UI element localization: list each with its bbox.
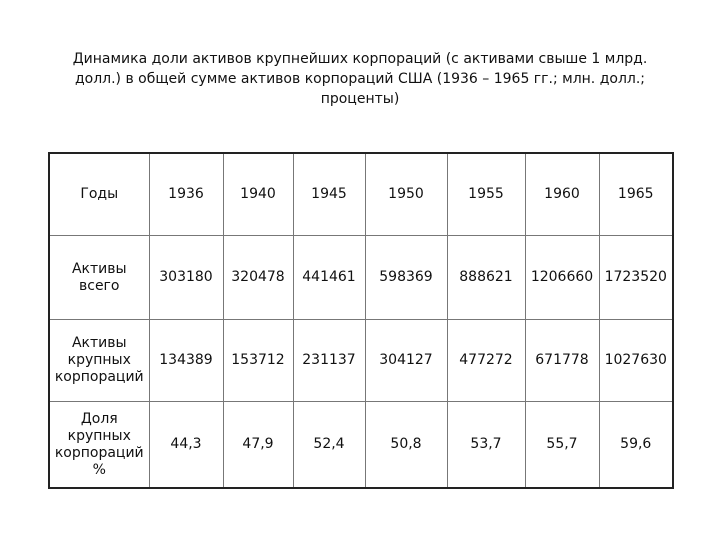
table-cell: 303180: [149, 236, 223, 320]
table-cell: 671778: [525, 320, 599, 402]
table-cell: 1945: [293, 153, 365, 236]
table-cell: 59,6: [599, 402, 673, 489]
table-cell: 598369: [365, 236, 447, 320]
table-row-large-corp-share: [49, 402, 673, 489]
table-cell: 1955: [447, 153, 525, 236]
table-cell: 888621: [447, 236, 525, 320]
data-table: [48, 152, 674, 489]
page-title: [60, 49, 660, 109]
table-cell: 1960: [525, 153, 599, 236]
title-line-2: долл.) в общей сумме активов корпораций США (1936 – 1965 гг.; млн. долл.;: [74, 71, 646, 87]
table-cell: 477272: [447, 320, 525, 402]
table-cell: 1965: [599, 153, 673, 236]
table-cell: 304127: [365, 320, 447, 402]
table-cell: 231137: [293, 320, 365, 402]
table-cell: 134389: [149, 320, 223, 402]
table-cell: 50,8: [365, 402, 447, 489]
table-cell: 47,9: [223, 402, 293, 489]
table-cell: 320478: [223, 236, 293, 320]
table-row-large-corp-assets: [49, 320, 673, 402]
table-cell: 1723520: [599, 236, 673, 320]
table-cell: 441461: [293, 236, 365, 320]
table-cell: 153712: [223, 320, 293, 402]
table-row-years: [49, 153, 673, 236]
table-cell: 1206660: [525, 236, 599, 320]
row-header-total-assets: Активы всего: [49, 236, 149, 320]
row-header-years: Годы: [49, 153, 149, 236]
table-row-total-assets: [49, 236, 673, 320]
table-cell: 53,7: [447, 402, 525, 489]
table-cell: 55,7: [525, 402, 599, 489]
title-line-3: проценты): [320, 91, 400, 107]
table-cell: 1950: [365, 153, 447, 236]
table-cell: 1940: [223, 153, 293, 236]
table-cell: 1027630: [599, 320, 673, 402]
title-line-1: Динамика доли активов крупнейших корпораций (с активами свыше 1 млрд.: [72, 51, 648, 67]
row-header-large-corp-share: Доля крупных корпораций %: [49, 402, 149, 489]
table-cell: 44,3: [149, 402, 223, 489]
table-cell: 1936: [149, 153, 223, 236]
table-cell: 52,4: [293, 402, 365, 489]
row-header-large-corp-assets: Активы крупных корпораций: [49, 320, 149, 402]
